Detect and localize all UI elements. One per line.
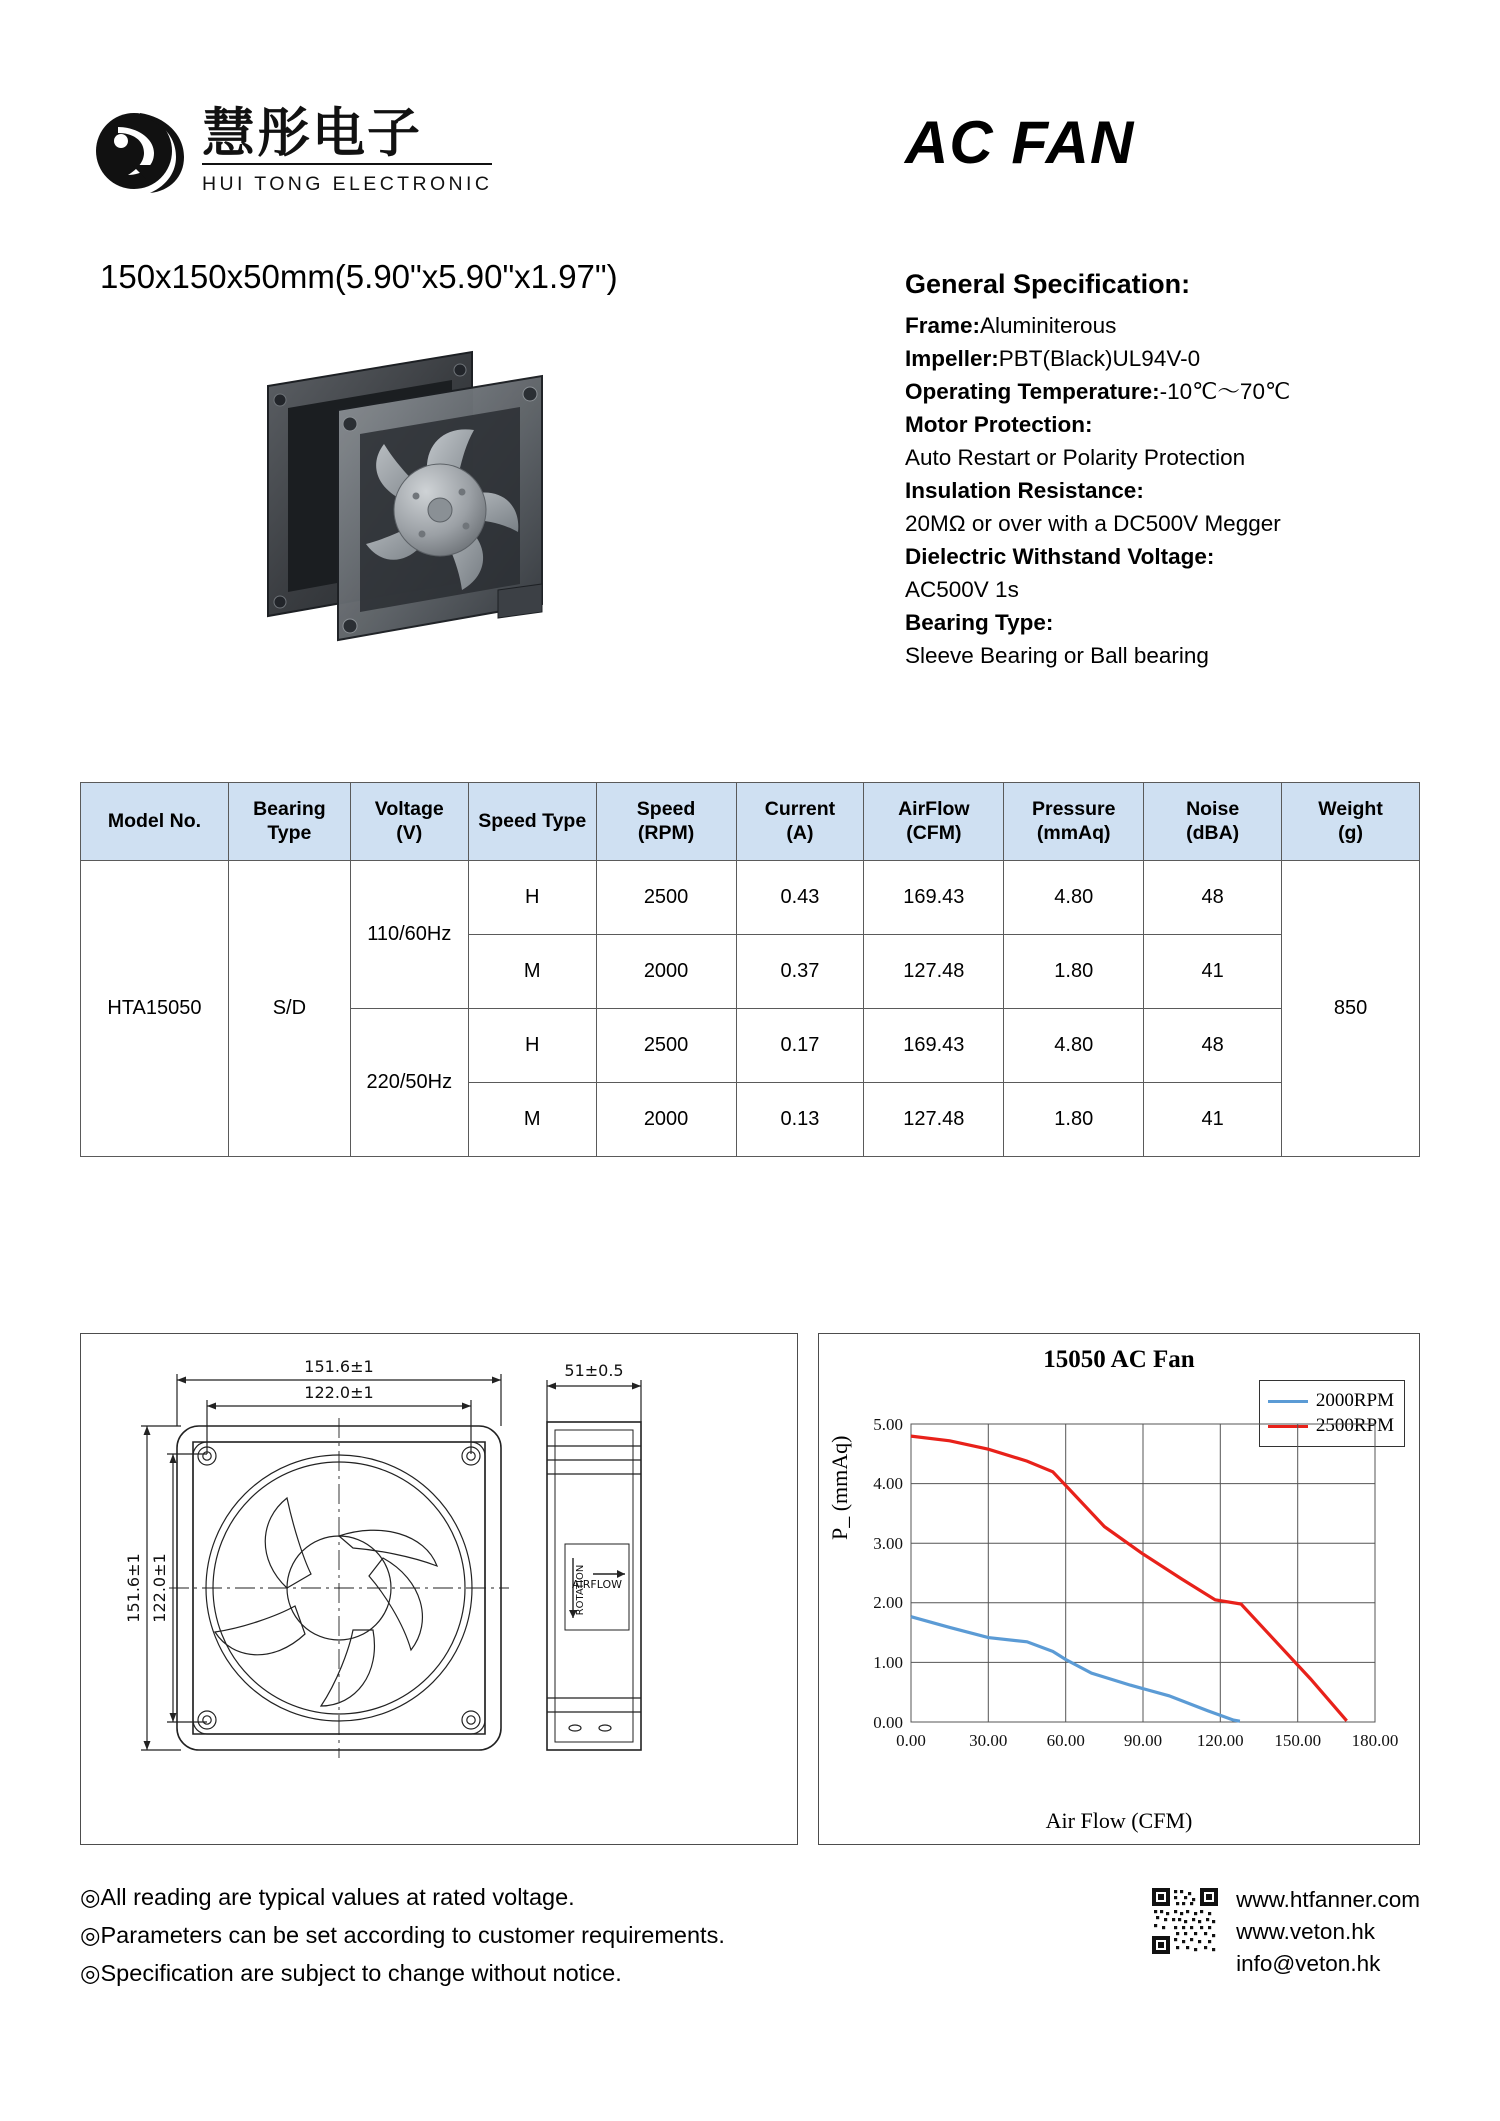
cell-pressure: 1.80: [1004, 935, 1144, 1009]
header-line-2: (mmAq): [1036, 821, 1111, 844]
spec-label-frame: Frame:: [905, 312, 981, 338]
cell-voltage-220: 220/50Hz: [350, 1009, 468, 1157]
specification-table-wrapper: [80, 782, 1420, 1157]
header-line-2: (A): [786, 821, 814, 844]
xtick-120: 120.00: [1196, 1731, 1244, 1750]
header-line-2: (dBA): [1186, 821, 1240, 844]
chart-title: 15050 AC Fan: [1043, 1346, 1195, 1373]
header-line-2: (CFM): [906, 821, 962, 844]
ytick-0: 0.00: [873, 1713, 903, 1732]
header-line-1: Current: [764, 798, 836, 821]
cell-speed: 2000: [596, 935, 736, 1009]
cell-noise: 41: [1144, 1083, 1282, 1157]
airflow-label: AIRFLOW: [571, 1578, 623, 1591]
spec-row-insulation-resistance: [905, 474, 1465, 507]
general-specification-heading: General Specification:: [905, 269, 1191, 299]
table-header-bearing-type: [228, 783, 350, 861]
header-line-2: (RPM): [637, 821, 695, 844]
header-line-1: Model No.: [107, 809, 202, 832]
page-title: AC FAN: [905, 109, 1135, 176]
ytick-4: 4.00: [873, 1474, 903, 1493]
table-header-speed-type: [468, 783, 596, 861]
header-line-1: Bearing: [253, 798, 326, 821]
ytick-1: 1.00: [873, 1653, 903, 1672]
brand-text: [202, 102, 493, 196]
xtick-90: 90.00: [1123, 1731, 1163, 1750]
page-footer: [80, 1878, 1420, 1992]
spec-value-insulation-resistance-line: 20MΩ or over with a DC500V Megger: [905, 511, 1281, 537]
ytick-2: 2.00: [873, 1593, 903, 1612]
table-header-current: [736, 783, 864, 861]
contact-email[interactable]: info@veton.hk: [1236, 1950, 1381, 1976]
specification-table: [80, 782, 1420, 1157]
spec-value-frame: Aluminiterous: [980, 312, 1117, 338]
brand-logo: [88, 102, 493, 197]
header-line-1: Pressure: [1031, 798, 1116, 821]
ytick-5: 5.00: [873, 1415, 903, 1434]
cell-current: 0.13: [736, 1083, 864, 1157]
table-header-airflow: [864, 783, 1004, 861]
spec-row-motor-protection: [905, 408, 1465, 441]
product-dimensions: 150x150x50mm(5.90"x5.90"x1.97"): [100, 258, 618, 295]
performance-chart-panel: [818, 1333, 1420, 1845]
xtick-180: 180.00: [1351, 1731, 1399, 1750]
table-row: [81, 861, 1420, 935]
series-line-2500rpm: [911, 1436, 1347, 1721]
table-header-model-no: [81, 783, 229, 861]
spec-label-impeller: Impeller:: [905, 345, 999, 371]
header-line-1: Voltage: [374, 798, 444, 821]
table-header-voltage: [350, 783, 468, 861]
cell-speed: 2000: [596, 1083, 736, 1157]
legend-label-2500rpm: 2500RPM: [1315, 1415, 1394, 1436]
qr-code-icon: [1152, 1888, 1218, 1954]
table-header-weight: [1282, 783, 1420, 861]
spec-value-impeller: PBT(Black)UL94V-0: [998, 345, 1201, 371]
table-header-speed: [596, 783, 736, 861]
table-header-noise: [1144, 783, 1282, 861]
cell-pressure: 1.80: [1004, 1083, 1144, 1157]
chart-x-axis-label: Air Flow (CFM): [1045, 1808, 1193, 1833]
spec-value-motor-protection-line: Auto Restart or Polarity Protection: [905, 444, 1246, 470]
header-line-2: Type: [267, 821, 312, 844]
dim-label-width-outer: 151.6±1: [304, 1357, 374, 1376]
spec-label-operating-temperature: Operating Temperature:: [905, 378, 1160, 404]
cell-noise: 48: [1144, 861, 1282, 935]
dim-label-depth: 51±0.5: [564, 1361, 624, 1380]
cell-pressure: 4.80: [1004, 861, 1144, 935]
header-line-1: Speed Type: [478, 809, 587, 832]
spec-label-insulation-resistance: Insulation Resistance:: [905, 478, 1144, 503]
header-line-1: Speed: [636, 798, 696, 821]
cell-model-no: HTA15050: [81, 861, 229, 1157]
spec-row-operating-temperature: [905, 375, 1465, 408]
dim-label-height-inner: 122.0±1: [150, 1553, 169, 1623]
ytick-3: 3.00: [873, 1534, 903, 1553]
fan-dimension-drawing: [81, 1334, 795, 1842]
chart-y-axis-label: P_ (mmAq): [827, 1435, 852, 1540]
legend-label-2000rpm: 2000RPM: [1315, 1390, 1394, 1411]
cell-speed-type: H: [468, 861, 596, 935]
cell-voltage-110: 110/60Hz: [350, 861, 468, 1009]
cell-speed-type: M: [468, 1083, 596, 1157]
cell-current: 0.43: [736, 861, 864, 935]
cell-current: 0.37: [736, 935, 864, 1009]
cell-bearing-type: S/D: [228, 861, 350, 1157]
cell-noise: 41: [1144, 935, 1282, 1009]
spec-row-bearing-type: [905, 606, 1465, 639]
contact-lines: [1236, 1884, 1420, 1980]
cell-current: 0.17: [736, 1009, 864, 1083]
spec-row-impeller: [905, 342, 1465, 375]
cell-speed: 2500: [596, 861, 736, 935]
cell-noise: 48: [1144, 1009, 1282, 1083]
table-header-row: [81, 783, 1420, 861]
rotation-label: ROTATION: [575, 1564, 586, 1616]
cell-weight: 850: [1282, 861, 1420, 1157]
xtick-30: 30.00: [969, 1731, 1008, 1750]
spec-value-dielectric-withstand-voltage-line: AC500V 1s: [905, 577, 1019, 603]
footer-contact: [1152, 1884, 1420, 1980]
footer-note-1: ◎All reading are typical values at rated voltage.: [80, 1884, 575, 1910]
cell-speed-type: M: [468, 935, 596, 1009]
xtick-60: 60.00: [1046, 1731, 1085, 1750]
xtick-0: 0.00: [896, 1731, 926, 1750]
spec-label-motor-protection: Motor Protection:: [905, 411, 1093, 437]
huitong-logo-icon: [88, 105, 188, 197]
spec-row-frame: [905, 309, 1465, 342]
header-line-1: Weight: [1318, 798, 1383, 821]
spec-label-dielectric-withstand-voltage: Dielectric Withstand Voltage:: [905, 544, 1215, 570]
contact-website-1[interactable]: www.htfanner.com: [1236, 1887, 1420, 1912]
header-line-2: (V): [396, 821, 423, 844]
cell-airflow: 127.48: [864, 935, 1004, 1009]
series-line-2000rpm: [911, 1617, 1240, 1722]
spec-value-operating-temperature: -10℃～70℃: [1159, 378, 1291, 404]
footer-note-3: ◎Specification are subject to change without notice.: [80, 1960, 622, 1987]
cell-airflow: 169.43: [864, 861, 1004, 935]
cell-speed: 2500: [596, 1009, 736, 1083]
cell-pressure: 4.80: [1004, 1009, 1144, 1083]
dim-label-height-outer: 151.6±1: [124, 1553, 143, 1623]
general-specification: [905, 265, 1465, 672]
dimension-drawing-panel: [80, 1333, 798, 1845]
cell-airflow: 127.48: [864, 1083, 1004, 1157]
spec-row-dielectric-withstand-voltage: [905, 540, 1465, 573]
brand-name-en: HUI TONG ELECTRONIC: [202, 172, 493, 195]
table-header-pressure: [1004, 783, 1144, 861]
spec-value-bearing-type-line: Sleeve Bearing or Ball bearing: [905, 643, 1209, 669]
pressure-airflow-plot: [819, 1376, 1417, 1806]
brand-name-cn: 慧彤电子: [202, 102, 422, 164]
header-line-1: Noise: [1186, 798, 1240, 821]
dim-label-width-inner: 122.0±1: [304, 1383, 374, 1402]
xtick-150: 150.00: [1274, 1731, 1322, 1750]
header-line-1: AirFlow: [898, 798, 970, 821]
footer-note-2: ◎Parameters can be set according to customer requirements.: [80, 1922, 725, 1949]
header-line-2: (g): [1338, 821, 1363, 844]
cell-speed-type: H: [468, 1009, 596, 1083]
cell-airflow: 169.43: [864, 1009, 1004, 1083]
contact-website-2[interactable]: www.veton.hk: [1236, 1918, 1375, 1944]
ac-axial-fan-photo: [240, 330, 640, 700]
spec-label-bearing-type: Bearing Type:: [905, 610, 1054, 636]
lower-panels: [80, 1333, 1420, 1845]
